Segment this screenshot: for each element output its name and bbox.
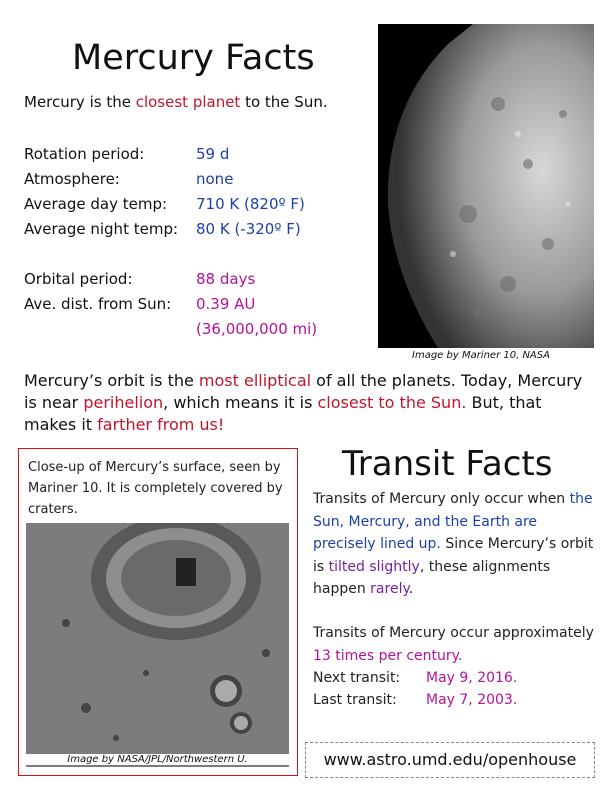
crater-credit: Image by NASA/JPL/Northwestern U. (26, 754, 289, 765)
fact-distance-miles: (36,000,000 mi) (196, 320, 318, 338)
fact-distance: Ave. dist. from Sun: 0.39 AU (24, 295, 256, 313)
fact-night-temp: Average night temp: 80 K (-320º F) (24, 220, 301, 238)
fact-rotation: Rotation period: 59 d (24, 145, 230, 163)
crater-panel (18, 448, 298, 776)
transit-paragraph-1: Transits of Mercury only occur when the Sun, Mercury, and the Earth are precisely lined up. Since Mercury’s orbit is tilted slightly, these alignments happen rarely. (313, 491, 594, 597)
website-link[interactable]: www.astro.umd.edu/openhouse (323, 750, 577, 769)
page-title: Mercury Facts (72, 38, 315, 78)
fact-day-temp: Average day temp: 710 K (820º F) (24, 195, 305, 213)
url-box (305, 742, 595, 778)
orbit-paragraph: Mercury’s orbit is the most elliptical of all the planets. Today, Mercury is near perihelion, which means it is closest to the Sun. But, that makes it farther from us! (24, 371, 583, 434)
crater-image (26, 523, 289, 767)
crater-caption: Close-up of Mercury’s surface, seen by Mariner 10. It is completely covered by craters. (28, 460, 283, 517)
last-transit: Last transit: May 7, 2003. (313, 692, 518, 708)
mercury-photo (378, 24, 594, 348)
fact-orbital-period: Orbital period: 88 days (24, 270, 256, 288)
fact-atmosphere: Atmosphere: none (24, 170, 234, 188)
next-transit: Next transit: May 9, 2016. (313, 670, 518, 686)
photo-credit: Image by Mariner 10, NASA (412, 350, 550, 361)
intro-sentence: Mercury is the closest planet to the Sun. (24, 93, 328, 111)
transit-title: Transit Facts (342, 444, 553, 484)
transit-paragraph-2: Transits of Mercury occur approximately 13 times per century. (313, 625, 594, 664)
